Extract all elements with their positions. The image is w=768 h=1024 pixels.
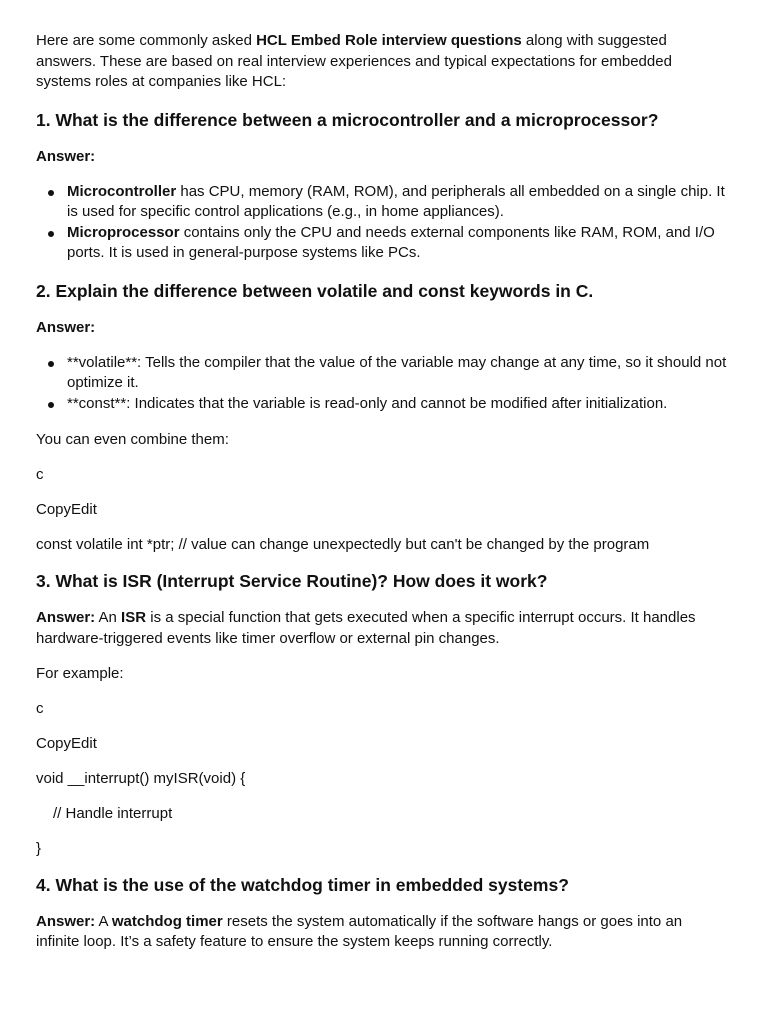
copy-edit-label[interactable]: CopyEdit	[36, 734, 97, 752]
question-2-heading: 2. Explain the difference between volatile and const keywords in C.	[36, 280, 594, 301]
question-4-answer-paragraph	[36, 912, 728, 953]
term-microcontroller: Microcontroller	[67, 182, 177, 200]
bullet-icon	[48, 361, 54, 367]
bullet-icon	[48, 402, 54, 408]
question-2-answer-list	[36, 353, 728, 415]
intro-text-start: Here are some commonly asked	[36, 32, 257, 49]
question-3-heading: 3. What is ISR (Interrupt Service Routine)? How does it work?	[36, 571, 548, 591]
term-microprocessor: Microprocessor	[67, 223, 180, 241]
list-item	[67, 394, 728, 415]
code-language-label: c	[36, 699, 44, 717]
list-item-text: contains only the CPU and needs external components like RAM, ROM, and I/O ports. It is used in general-purpose systems like PCs.	[67, 223, 715, 261]
bullet-icon	[48, 190, 54, 196]
question-1-answer-label: Answer:	[36, 147, 96, 165]
copy-edit-label[interactable]: CopyEdit	[36, 501, 97, 518]
code-line: // Handle interrupt	[53, 804, 173, 822]
combine-text: You can even combine them:	[36, 431, 229, 448]
bullet-icon	[48, 231, 54, 237]
intro-paragraph	[36, 31, 728, 93]
question-1-answer-list	[36, 182, 728, 264]
term-watchdog-timer: watchdog timer	[111, 912, 223, 930]
list-item-text: **volatile**: Tells the compiler that the value of the variable may change at any time, so it should not optimize it.	[67, 353, 727, 391]
question-4-answer-label: Answer:	[36, 912, 96, 930]
question-3-answer-label: Answer:	[36, 609, 96, 626]
list-item-text: has CPU, memory (RAM, ROM), and peripherals all embedded on a single chip. It is used for specific control applications (e.g., in home appliances).	[67, 182, 725, 220]
list-item-text: **const**: Indicates that the variable is read-only and cannot be modified after initialization.	[67, 394, 668, 412]
question-2-answer-label: Answer:	[36, 318, 96, 336]
answer-text-end: is a special function that gets executed when a specific interrupt occurs. It handles hardware-triggered events like timer overflow or external pin changes.	[36, 609, 696, 647]
code-line: }	[36, 839, 42, 857]
intro-text-end: along with suggested answers. These are based on real interview experiences and typical expectations for embedded systems roles at companies like HCL:	[36, 32, 672, 90]
answer-text-end: resets the system automatically if the software hangs or goes into an infinite loop. It’s a safety feature to ensure the system keeps running correctly.	[36, 912, 683, 950]
question-3-answer-paragraph	[36, 608, 728, 649]
answer-text-start: An	[95, 609, 122, 626]
code-line: void __interrupt() myISR(void) {	[36, 769, 246, 787]
list-item	[67, 353, 728, 394]
list-item	[67, 223, 728, 264]
answer-text-start: A	[95, 912, 112, 930]
code-line: const volatile int *ptr; // value can change unexpectedly but can't be changed by the program	[36, 536, 650, 553]
example-text: For example:	[36, 664, 124, 682]
term-isr: ISR	[121, 609, 147, 626]
list-item	[67, 182, 728, 223]
intro-bold-phrase: HCL Embed Role interview questions	[256, 32, 522, 49]
question-1-heading: 1. What is the difference between a microcontroller and a microprocessor?	[36, 109, 659, 130]
code-language-label: c	[36, 466, 44, 483]
question-4-heading: 4. What is the use of the watchdog timer in embedded systems?	[36, 874, 569, 895]
